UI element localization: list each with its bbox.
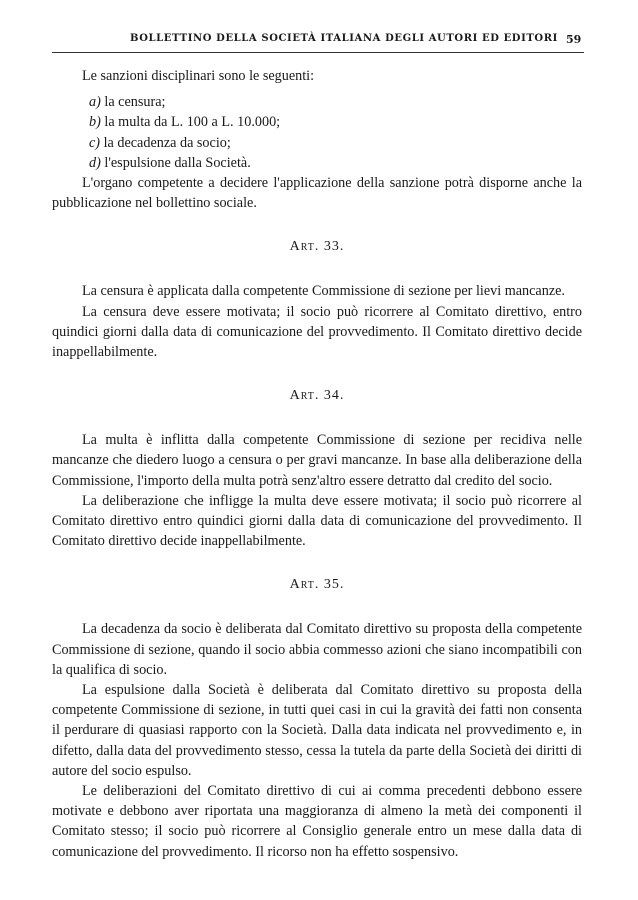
article-35-paragraph-3: Le deliberazioni del Comitato direttivo di cui ai comma precedenti debbono essere motivate e debbono aver riportata una maggioranza di almeno la metà dei componenti il Comitato stesso; il socio può ricorrere al Consiglio generale entro un mese dalla data di comunicazione del provvedimento. Il ricorso non ha effetto sospensivo. <box>52 783 582 860</box>
article-35-paragraph-1: La decadenza da socio è deliberata dal Comitato direttivo su proposta della competente Commissione di sezione, quando il socio abbia commesso azioni che siano incompatibili con la qualifica di socio. <box>52 621 582 678</box>
article-heading-35: Art. 35. <box>289 577 345 593</box>
list-letter: b) <box>89 114 101 131</box>
sanction-item-d <box>52 153 582 173</box>
article-35-paragraph-2: La espulsione dalla Società è deliberata dal Comitato direttivo su proposta della competente Commissione di sezione, in tutti quei casi in cui la gravità dei fatti non consenta il perdurare di quasiasi rapporto con la Società. Dalla data indicata nel provvedimento e, in difetto, dalla data del provvedimento stesso, cessa la tutela da parte della Società dei diritti di autore del socio espulso. <box>52 682 582 779</box>
sanctions-closing: L'organo competente a decidere l'applicazione della sanzione potrà disporne anche la pubblicazione nel bollettino sociale. <box>52 175 582 212</box>
article-34-paragraph-2: La deliberazione che infligge la multa deve essere motivata; il socio può ricorrere al Comitato direttivo entro quindici giorni dalla data di comunicazione del provvedimento. Il Comitato direttivo decide inappellabilmente. <box>52 492 582 550</box>
page-number: 59 <box>566 33 582 46</box>
article-heading-34: Art. 34. <box>289 388 345 404</box>
article-33-paragraph-1: La censura è applicata dalla competente Commissione di sezione per lievi mancanze. <box>82 283 565 300</box>
sanction-item-c <box>52 133 582 153</box>
list-text: l'espulsione dalla Società. <box>100 154 251 171</box>
list-text: la censura; <box>100 94 166 111</box>
sanction-item-a <box>52 92 582 112</box>
list-letter: a) <box>89 94 101 111</box>
list-text: la decadenza da socio; <box>100 134 231 151</box>
article-34-paragraph-1: La multa è inflitta dalla competente Commissione di sezione per recidiva nelle mancanze che diedero luogo a censura o per gravi mancanze. In base alla deliberazione della Commissione, l'importo della multa potrà senz'altro essere detratto dal credito del socio. <box>52 432 582 489</box>
article-33-paragraph-2: La censura deve essere motivata; il socio può ricorrere al Comitato direttivo, entro quindici giorni dalla data di comunicazione del provvedimento. Il Comitato direttivo decide inappellabilmente. <box>52 303 582 361</box>
article-heading-33: Art. 33. <box>289 239 345 255</box>
page-body <box>52 66 582 862</box>
list-letter: c) <box>89 134 101 151</box>
header-rule <box>52 52 584 53</box>
sanctions-lead: Le sanzioni disciplinari sono le seguenti: <box>82 68 315 84</box>
running-title: BOLLETTINO DELLA SOCIETÀ ITALIANA DEGLI AUTORI ED EDITORI <box>130 33 558 44</box>
list-text: la multa da L. 100 a L. 10.000; <box>100 114 281 131</box>
list-letter: d) <box>89 154 101 171</box>
sanction-item-b <box>52 112 582 132</box>
